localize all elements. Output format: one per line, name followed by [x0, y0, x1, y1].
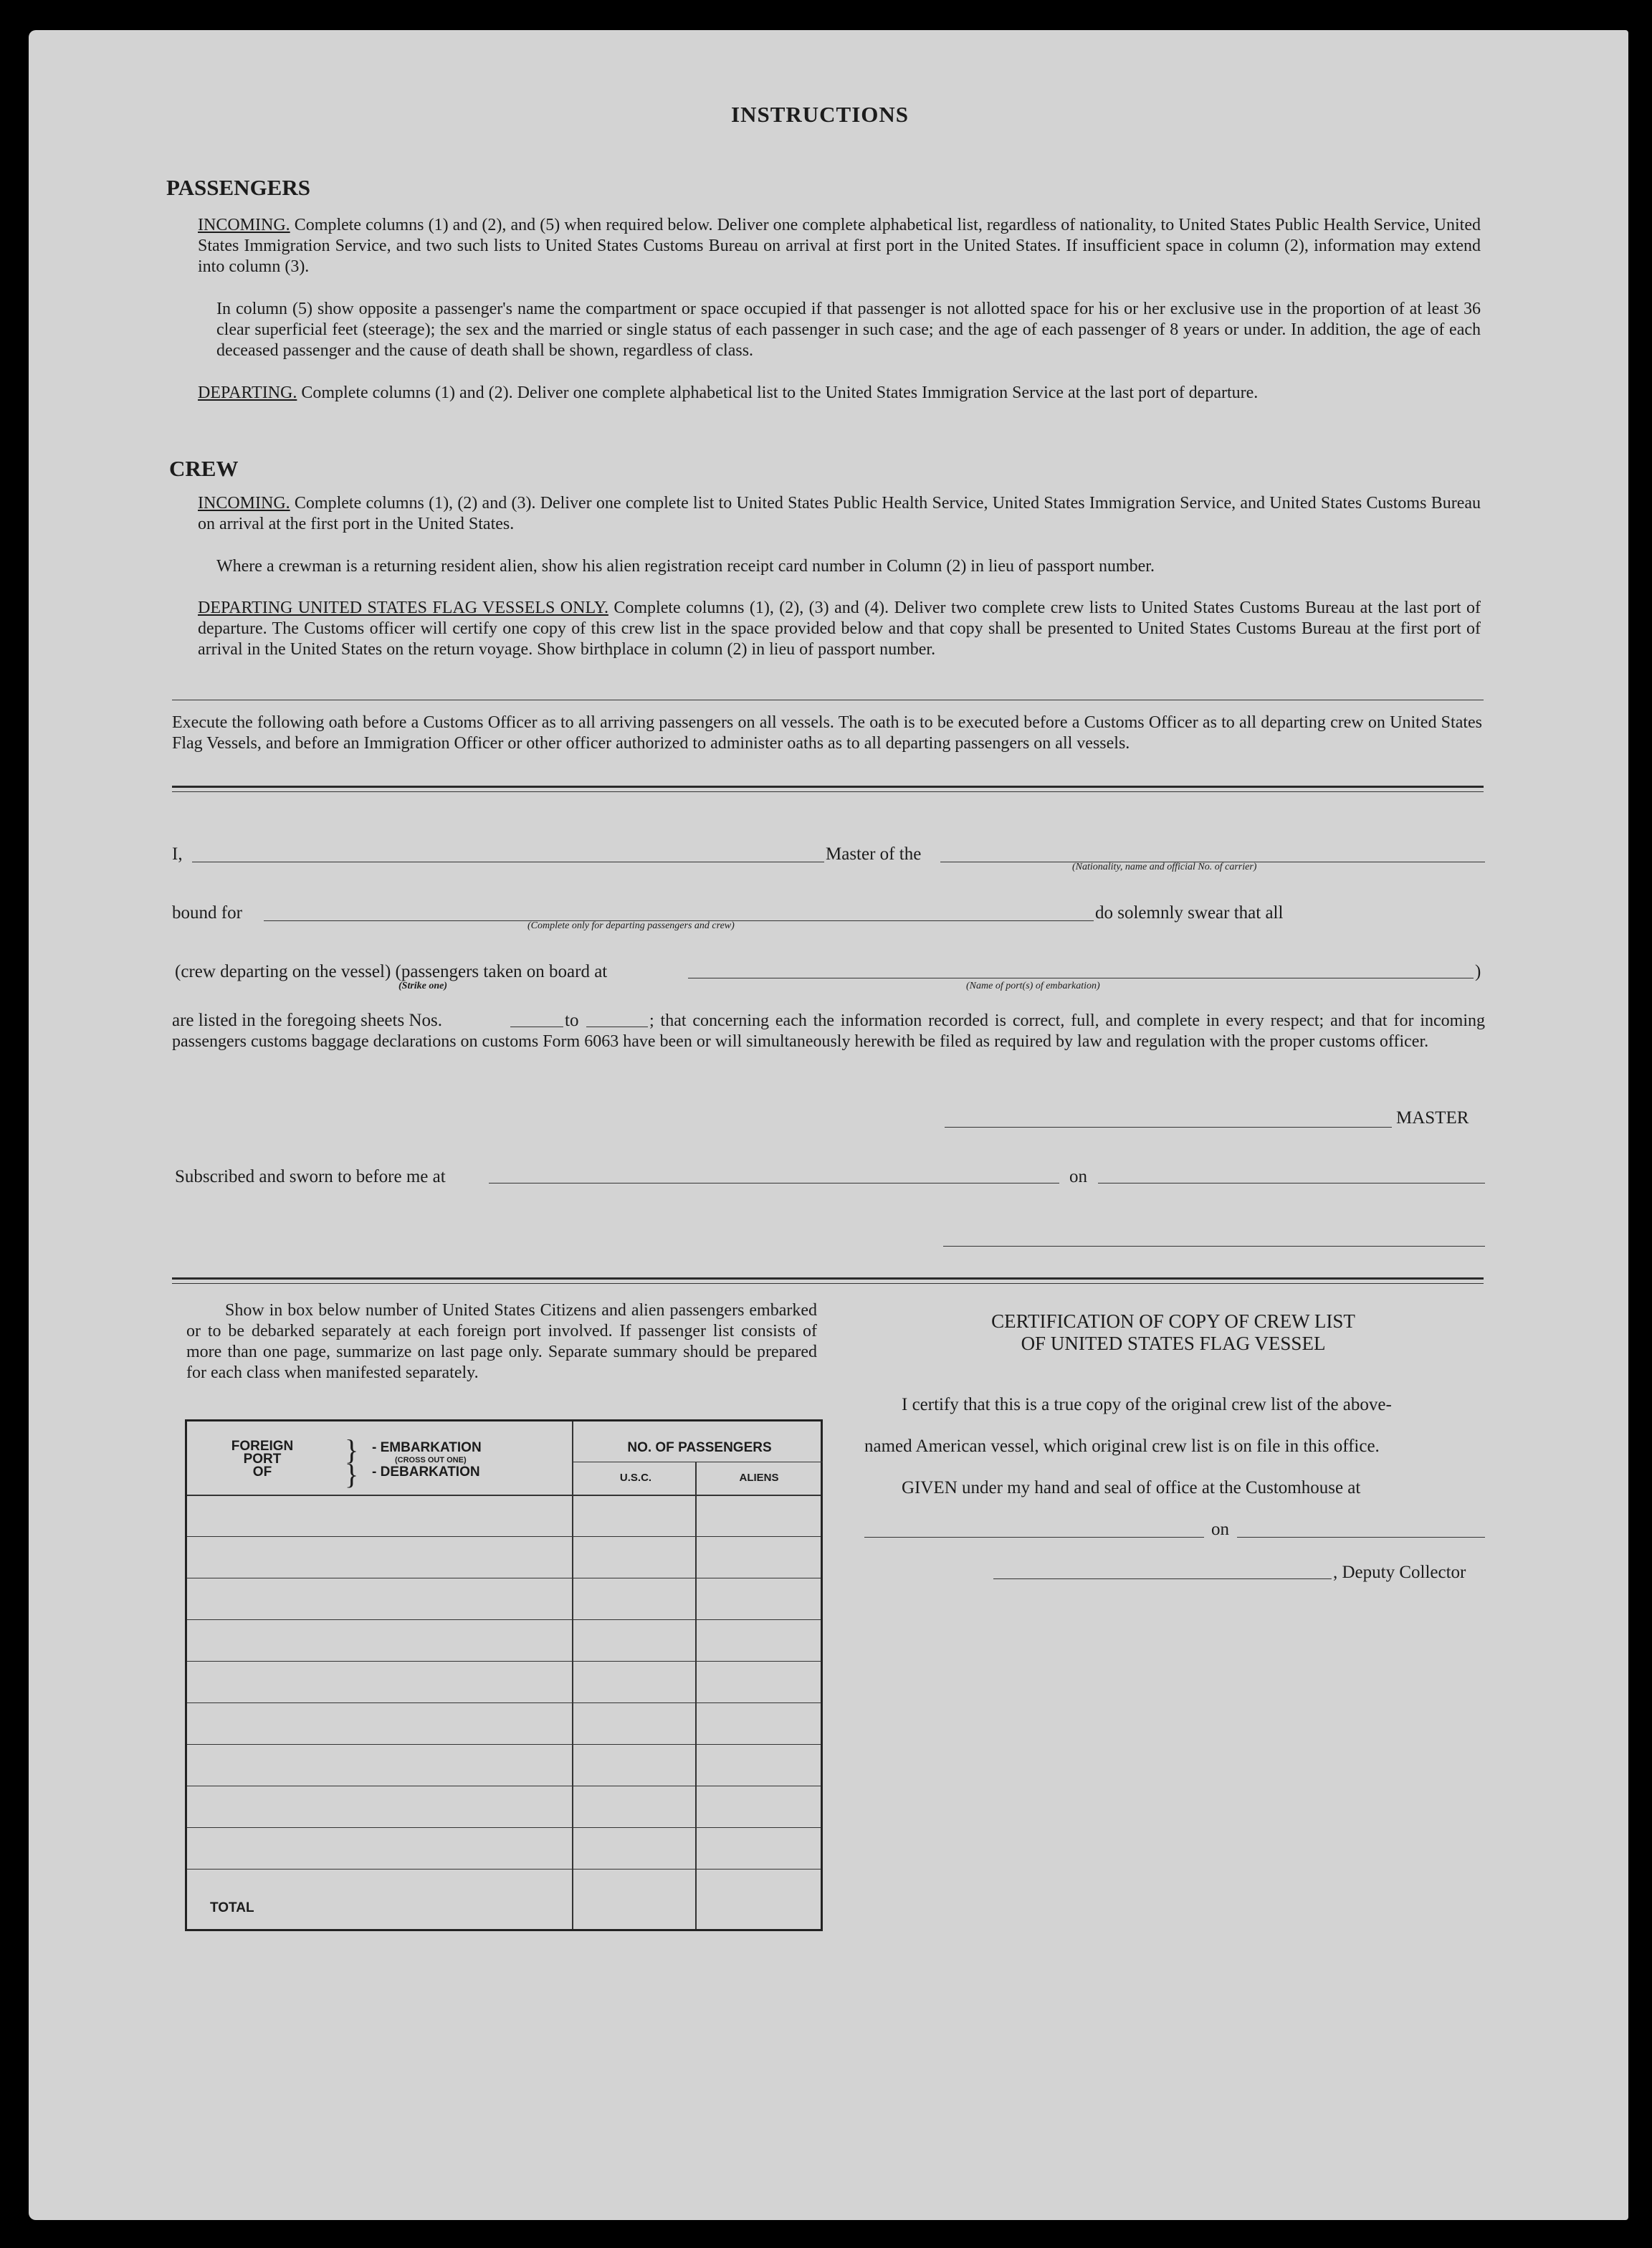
total-label: TOTAL — [210, 1900, 254, 1915]
master-of-the-label: Master of the — [826, 844, 922, 864]
page-title: INSTRUCTIONS — [731, 102, 909, 127]
close-paren: ) — [1475, 962, 1481, 981]
divider — [172, 1283, 1484, 1284]
certification-date-line — [1237, 1537, 1485, 1538]
listed-to-label: to — [565, 1011, 579, 1030]
listed-label: are listed in the foregoing sheets Nos. — [172, 1011, 442, 1030]
brace-icon: } — [345, 1458, 359, 1490]
table-row — [187, 1702, 821, 1703]
listed-statement: ; that concerning each the information recorded is correct, full, and complete in every respect; and that for incoming passengers customs baggage declarations on customs Form 6063 have been or will simultaneously herewith be filed as required by law and regulation with the proper customs officer. — [172, 1011, 1485, 1051]
passengers-departing-text: Complete columns (1) and (2). Deliver one complete alphabetical list to the United States Immigration Service at the last port of departure. — [297, 384, 1259, 402]
given-statement: GIVEN under my hand and seal of office at the Customhouse at — [902, 1478, 1361, 1497]
subscribed-on-label: on — [1069, 1167, 1087, 1186]
deputy-collector-label: , Deputy Collector — [1333, 1563, 1466, 1582]
table-row — [187, 1495, 821, 1496]
table-row — [187, 1827, 821, 1828]
master-signature-line — [945, 1127, 1392, 1128]
divider — [172, 1277, 1484, 1280]
passengers-incoming-text: Complete columns (1) and (2), and (5) when required below. Deliver one complete alphabetical list, regardless of nationality, to United States Public Health Service, United States Immigration Service, and two such lists to United States Customs Bureau on arrival at first port in the United States. If insufficient space in column (2), information may extend into column (3). — [198, 216, 1481, 276]
crew-departing-text: Complete columns (1), (2), (3) and (4). Deliver two complete crew lists to United States Customs Bureau at the last port of departure. The Customs officer will certify one copy of this crew list in the space provided below and that copy shall be presented to United States Customs Bureau at the first port of arrival in the United States on the return voyage. Show birthplace in column (2) in lieu of passport number. — [198, 599, 1481, 659]
crew-departing-label: (crew departing on the vessel) (passengers taken on board at — [175, 962, 608, 981]
divider — [172, 791, 1484, 792]
debarkation-header: - DEBARKATION — [372, 1464, 480, 1480]
certification-heading-line2: OF UNITED STATES FLAG VESSEL — [1021, 1333, 1326, 1354]
deputy-signature-line — [993, 1578, 1332, 1579]
swear-label: do solemnly swear that all — [1095, 903, 1284, 923]
table-row — [187, 1661, 821, 1662]
crew-departing-paragraph — [198, 598, 1481, 660]
summary-instruction: Show in box below number of United States Citizens and alien passengers embarked or to be debarked separately at each foreign port involved. If passenger list consists of more than one page, summarize on last page only. Separate summary should be prepared for each class when manifested separately. — [186, 1301, 817, 1382]
customhouse-line — [864, 1537, 1204, 1538]
certification-on-label: on — [1211, 1520, 1229, 1539]
crew-incoming-paragraph — [198, 493, 1481, 535]
usc-header: U.S.C. — [619, 1472, 652, 1484]
passengers-departing-paragraph — [198, 383, 1481, 404]
passengers-incoming-label: INCOMING. — [198, 216, 290, 234]
passengers-incoming-paragraph — [198, 215, 1481, 277]
port-caption: (Name of port(s) of embarkation) — [966, 981, 1100, 991]
crew-incoming-text: Complete columns (1), (2) and (3). Deliver one complete list to United States Public Health Service, United States Immigration Service, and United States Customs Bureau on arrival at the first port in the United States. — [198, 494, 1481, 533]
table-row — [187, 1869, 821, 1870]
oath-i-label: I, — [172, 844, 183, 864]
oath-instruction: Execute the following oath before a Customs Officer as to all arriving passengers on all vessels. The oath is to be executed before a Customs Officer as to all departing crew on United States Flag Vessels, and before an Immigration Officer or other officer authorized to administer oaths as to all departing passengers on all vessels. — [172, 713, 1482, 753]
master-label: MASTER — [1396, 1108, 1469, 1128]
certification-heading — [883, 1310, 1464, 1355]
cross-out-note: (CROSS OUT ONE) — [395, 1456, 467, 1464]
bound-for-label: bound for — [172, 903, 242, 923]
certify-line2: named American vessel, which original crew list is on file in this office. — [864, 1437, 1380, 1456]
officer-signature-line — [943, 1246, 1485, 1247]
table-row — [187, 1744, 821, 1745]
crew-departing-label: DEPARTING UNITED STATES FLAG VESSELS ONLY. — [198, 599, 608, 617]
strike-one-caption: (Strike one) — [398, 981, 448, 991]
no-of-passengers-header: NO. OF PASSENGERS — [627, 1440, 772, 1455]
passengers-heading: PASSENGERS — [166, 175, 310, 200]
column-divider — [572, 1421, 573, 1929]
bound-caption: (Complete only for departing passengers and crew) — [527, 920, 735, 931]
subscribed-label: Subscribed and sworn to before me at — [175, 1167, 446, 1186]
table-row — [187, 1619, 821, 1620]
certify-line1: I certify that this is a true copy of the original crew list of the above- — [902, 1395, 1392, 1414]
crew-resident-paragraph: Where a crewman is a returning resident alien, show his alien registration receipt card number in Column (2) in lieu of passport number. — [216, 557, 1155, 576]
nationality-caption: (Nationality, name and official No. of carrier) — [1072, 862, 1257, 872]
column-divider — [695, 1462, 697, 1929]
brace-icon: } — [345, 1434, 359, 1466]
divider — [172, 786, 1484, 788]
certification-heading-line1: CERTIFICATION OF COPY OF CREW LIST — [991, 1310, 1355, 1332]
aliens-header: ALIENS — [739, 1472, 779, 1484]
passengers-departing-label: DEPARTING. — [198, 384, 297, 402]
crew-heading: CREW — [169, 456, 239, 481]
passenger-summary-table — [185, 1419, 823, 1931]
passengers-column5-paragraph: In column (5) show opposite a passenger's name the compartment or space occupied if that passenger is not allotted space for his or her exclusive use in the proportion of at least 36 clear superficial feet (steerage); the sex and the married or single status of each passenger in such case; and the age of each passenger of 8 years or under. In addition, the age of each deceased passenger and the cause of death shall be shown, regardless of class. — [216, 300, 1481, 360]
crew-incoming-label: INCOMING. — [198, 494, 290, 513]
embarkation-header: - EMBARKATION — [372, 1440, 482, 1455]
foreign-port-header: FOREIGN PORT OF — [231, 1439, 294, 1480]
table-row — [187, 1536, 821, 1537]
